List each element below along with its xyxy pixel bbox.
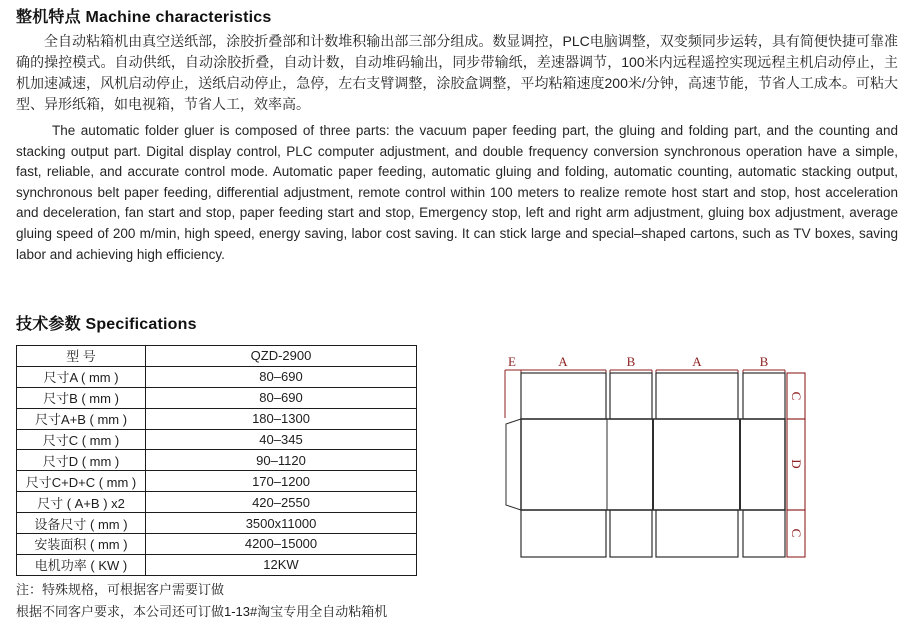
spec-value: QZD-2900	[146, 346, 417, 367]
spec-value: 80–690	[146, 366, 417, 387]
spec-label: 安装面积 ( mm )	[17, 534, 146, 555]
dimension-labels-top	[508, 354, 769, 369]
top-flap-B1	[610, 373, 652, 419]
label-C-bottom: C	[789, 528, 804, 538]
top-flap-B2	[743, 373, 785, 419]
label-A1: A	[558, 354, 568, 369]
spec-label: 尺寸D ( mm )	[17, 450, 146, 471]
dimension-labels-side	[789, 392, 804, 538]
bottom-flap-B1	[610, 510, 652, 557]
label-E: E	[508, 354, 516, 369]
table-row	[17, 366, 417, 387]
top-flap-A1	[521, 373, 606, 419]
machine-characteristics-paragraph-english: The automatic folder gluer is composed of three parts: the vacuum paper feeding part, the gluing and folding part, and the counting and stacking output part. Digital display control, PLC computer adjustment, and double frequency conversion synchronous operation have a simple, fast, reliable, and accurate control mode. Automatic paper feeding, automatic gluing and folding, automatic counting, automatic stacking output, synchronous belt paper feeding, differential adjustment, remote control within 100 meters to realize remote host start and stop, host acceleration and deceleration, fan start and stop, paper feeding start and stop, Emergency stop, left and right arm adjustment, gluing box adjustment, average gluing speed of 200 m/min, high speed, energy saving, labor cost saving. It can stick large and special–shaped cartons, such as TV boxes, saving labor and achieving high efficiency.	[16, 123, 898, 262]
table-row	[17, 554, 417, 575]
label-B1: B	[626, 354, 636, 369]
machine-characteristics-paragraph-chinese: 全自动粘箱机由真空送纸部，涂胶折叠部和计数堆积输出部三部分组成。数显调控，PLC电脑调整，双变频同步运转，具有简便快捷可靠准确的操控模式。自动供纸，自动涂胶折叠，自动计数，自动堆码输出，同步带输纸，差速器调节，100米内远程遥控实现远程主机启动停止，主机加速减速，风机启动停止，送纸启动停止，急停，左右支臂调整，涂胶盒调整，平均粘箱速度200米/分钟，高速节能，节省人工成本。可粘大型、异形纸箱，如电视箱，节省人工，效率高。	[16, 33, 898, 112]
table-row	[17, 450, 417, 471]
table-row	[17, 534, 417, 555]
spec-label: 尺寸B ( mm )	[17, 387, 146, 408]
table-row	[17, 408, 417, 429]
spec-value: 4200–15000	[146, 534, 417, 555]
spec-label: 尺寸A ( mm )	[17, 366, 146, 387]
note-special-specs: 注：特殊规格，可根据客户需要订做	[16, 582, 225, 597]
specifications-title: 技术参数 Specifications	[16, 316, 197, 333]
spec-value: 3500x11000	[146, 513, 417, 534]
spec-value: 180–1300	[146, 408, 417, 429]
bottom-flap-B2	[743, 510, 785, 557]
label-A2: A	[692, 354, 702, 369]
table-row	[17, 387, 417, 408]
bottom-flap-A2	[656, 510, 738, 557]
table-row	[17, 513, 417, 534]
spec-value: 80–690	[146, 387, 417, 408]
note-custom-order: 根据不同客户要求，本公司还可订做1-13#淘宝专用全自动粘箱机	[16, 604, 388, 619]
spec-value: 170–1200	[146, 471, 417, 492]
spec-value: 40–345	[146, 429, 417, 450]
table-row	[17, 429, 417, 450]
specifications-table	[16, 345, 417, 576]
label-D: D	[789, 459, 804, 469]
spec-label: 电机功率 ( KW )	[17, 554, 146, 575]
machine-characteristics-title: 整机特点 Machine characteristics	[16, 9, 272, 26]
spec-label: 尺寸C+D+C ( mm )	[17, 471, 146, 492]
top-flap-A2	[656, 373, 738, 419]
table-row	[17, 492, 417, 513]
spec-label: 型 号	[17, 346, 146, 367]
spec-label: 尺寸 ( A+B ) x2	[17, 492, 146, 513]
spec-label: 尺寸C ( mm )	[17, 429, 146, 450]
carton-dieline-diagram	[488, 342, 818, 567]
bottom-flap-A1	[521, 510, 606, 557]
carton-panels	[506, 373, 785, 557]
table-row	[17, 346, 417, 367]
glue-flap	[506, 419, 521, 510]
label-B2: B	[759, 354, 769, 369]
spec-value: 90–1120	[146, 450, 417, 471]
spec-label: 设备尺寸 ( mm )	[17, 513, 146, 534]
spec-label: 尺寸A+B ( mm )	[17, 408, 146, 429]
label-C-top: C	[789, 391, 804, 401]
table-row	[17, 471, 417, 492]
spec-value: 12KW	[146, 554, 417, 575]
spec-value: 420–2550	[146, 492, 417, 513]
